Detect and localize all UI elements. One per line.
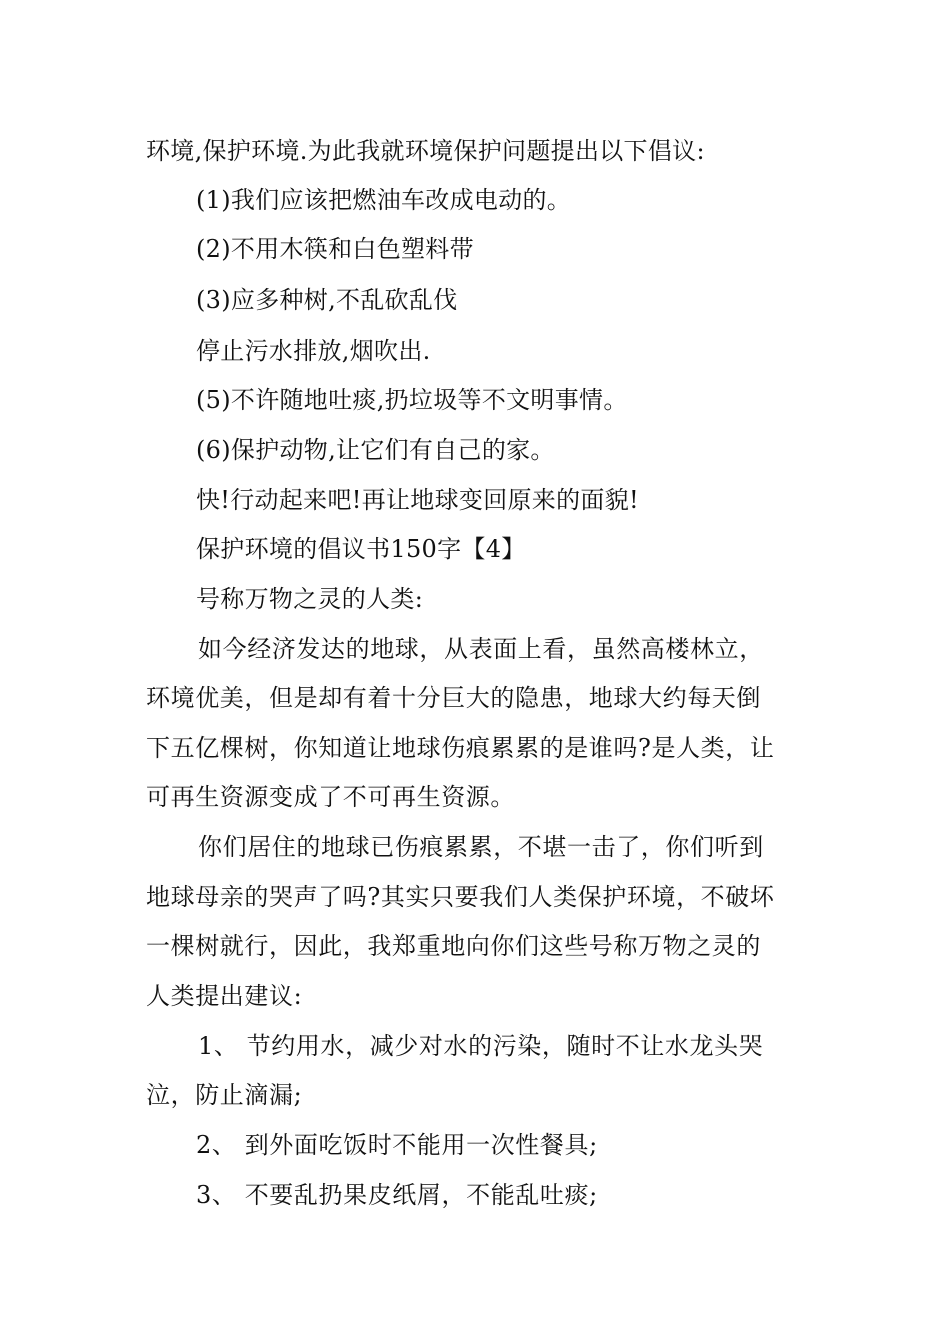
text-line-1: 环境,保护环境.为此我就环境保护问题提出以下倡议: xyxy=(146,137,705,165)
text-line-16: 地球母亲的哭声了吗?其实只要我们人类保护环境，不破坏 xyxy=(146,883,775,911)
text-line-15: 你们居住的地球已伤痕累累，不堪一击了，你们听到 xyxy=(198,833,764,861)
text-line-5: 停止污水排放,烟吹出. xyxy=(196,337,431,365)
text-line-17: 一棵树就行，因此，我郑重地向你们这些号称万物之灵的 xyxy=(146,932,761,960)
text-line-7: (6)保护动物,让它们有自己的家。 xyxy=(196,436,555,464)
list-item-1-continued: 泣，防止滴漏; xyxy=(146,1081,303,1109)
list-item-2: 2、 到外面吃饭时不能用一次性餐具; xyxy=(196,1131,598,1159)
text-line-18: 人类提出建议: xyxy=(146,982,303,1010)
text-line-3: (2)不用木筷和白色塑料带 xyxy=(196,235,474,263)
text-line-4: (3)应多种树,不乱砍乱伐 xyxy=(196,286,458,314)
text-line-8: 快!行动起来吧!再让地球变回原来的面貌! xyxy=(196,486,639,514)
text-line-14: 可再生资源变成了不可再生资源。 xyxy=(146,783,515,811)
text-line-6: (5)不许随地吐痰,扔垃圾等不文明事情。 xyxy=(196,386,628,414)
section-heading: 保护环境的倡议书150字【4】 xyxy=(196,535,526,563)
list-item-3: 3、 不要乱扔果皮纸屑，不能乱吐痰; xyxy=(196,1181,598,1209)
text-line-11: 如今经济发达的地球，从表面上看，虽然高楼林立， xyxy=(198,635,764,663)
text-line-2: (1)我们应该把燃油车改成电动的。 xyxy=(196,186,572,214)
text-line-13: 下五亿棵树，你知道让地球伤痕累累的是谁吗?是人类，让 xyxy=(146,734,775,762)
salutation: 号称万物之灵的人类: xyxy=(196,585,424,613)
list-item-1: 1、 节约用水，减少对水的污染，随时不让水龙头哭 xyxy=(198,1032,764,1060)
text-line-12: 环境优美，但是却有着十分巨大的隐患，地球大约每天倒 xyxy=(146,684,761,712)
